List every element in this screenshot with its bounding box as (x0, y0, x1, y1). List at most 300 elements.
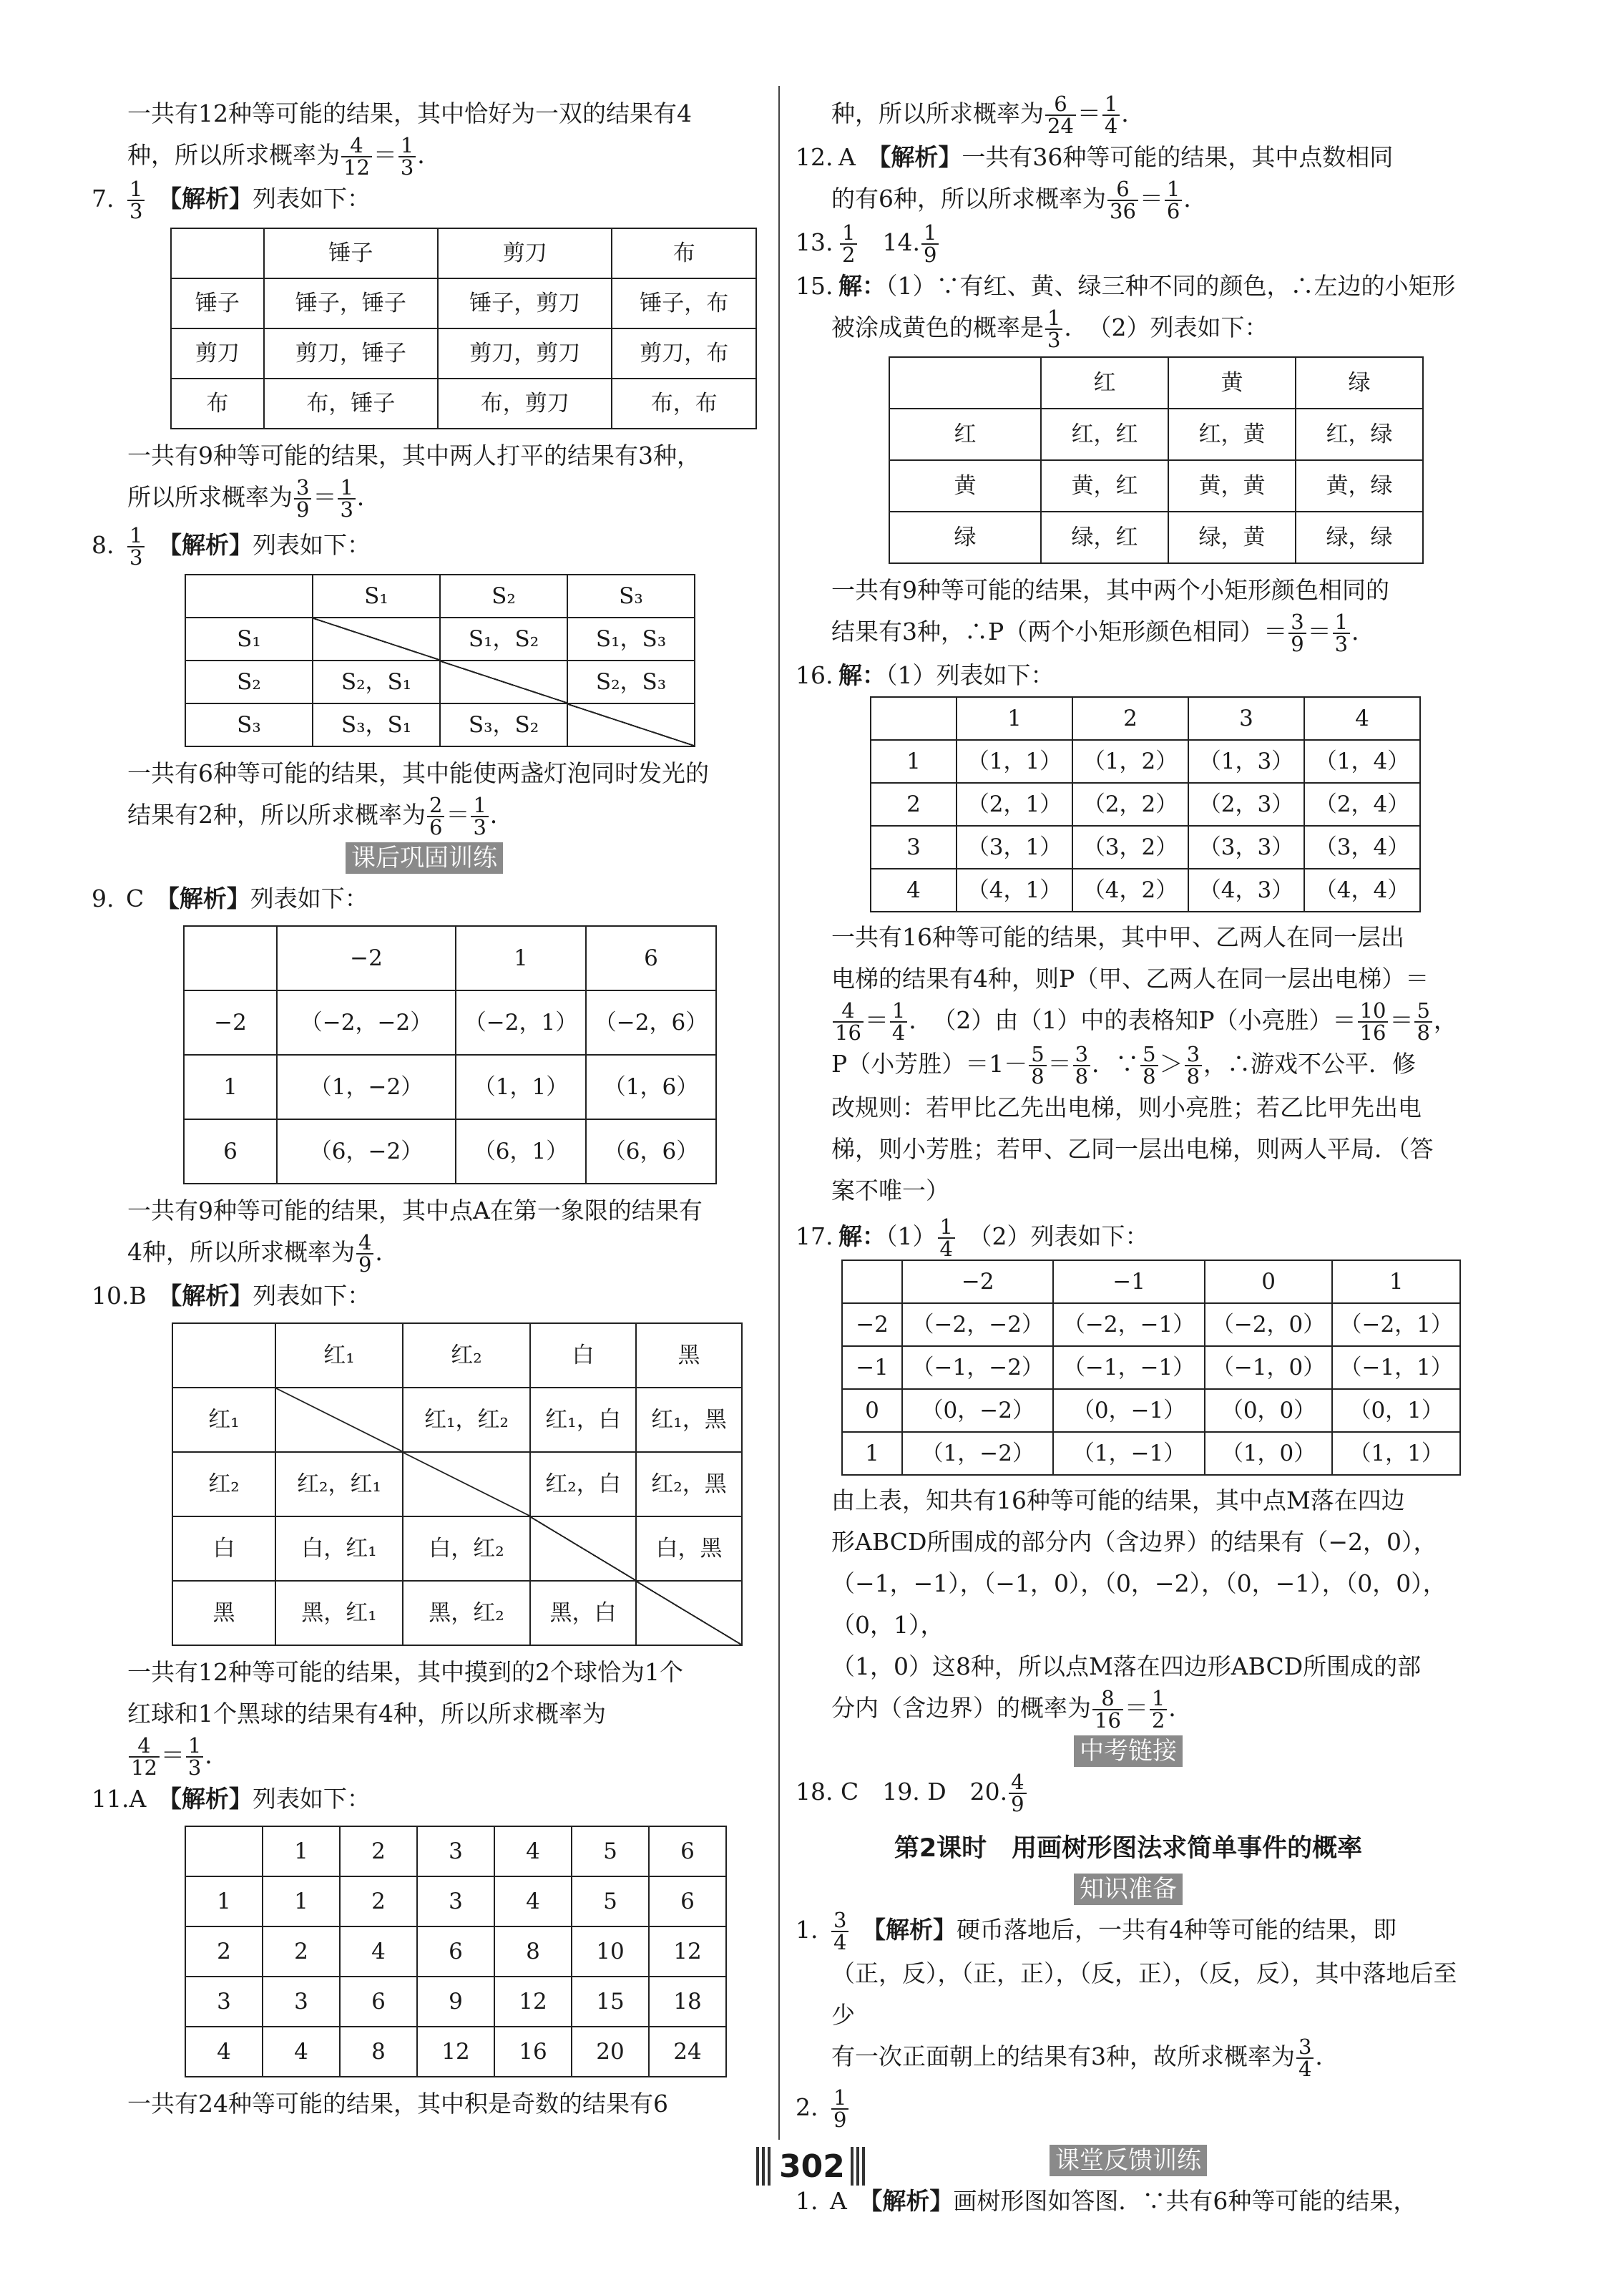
question-number: 14. (882, 228, 920, 256)
table-cell: S₃，S₂ (440, 703, 567, 746)
table-cell (871, 697, 957, 740)
explanation: 所以所求概率为 $\frac{3}{9}$ ＝ $\frac{1}{3}$ ． (127, 475, 381, 522)
question-number: 17. (796, 1222, 833, 1250)
table-cell: （2，1） (957, 783, 1072, 826)
fraction: $\frac{4}{12}$ (129, 1735, 160, 1778)
table-cell: （1，1） (957, 740, 1072, 783)
fraction: $\frac{1}{3}$ (1333, 612, 1350, 655)
fraction: $\frac{1}{3}$ (471, 795, 488, 838)
table-cell: （1，2） (1072, 740, 1188, 783)
table-cell: （−2，1） (1332, 1303, 1460, 1346)
fraction: $\frac{5}{8}$ (1140, 1044, 1158, 1087)
question-number: 1. (796, 1916, 818, 1944)
table-cell: 剪刀，布 (612, 328, 756, 379)
table-cell: 4 (871, 869, 957, 912)
question-number: 9. (92, 885, 114, 912)
table-cell: 黑，红₁ (275, 1581, 403, 1645)
analysis-label: 【解析】 (874, 1916, 957, 1944)
page-number-decoration-right (851, 2147, 868, 2186)
explanation: （正，反），（正，正），（反，正），（反，反），其中落地后至少 (831, 1959, 1457, 2029)
fraction: $\frac{1}{4}$ (890, 1000, 907, 1043)
table-cell (185, 575, 313, 618)
table-cell: （0，1） (1332, 1389, 1460, 1432)
table-cell (842, 1260, 902, 1303)
table-q11 (185, 1826, 727, 2077)
table-cell: 黄 (1168, 357, 1296, 409)
explanation: 结果有3种，∴P（两个小矩形颜色相同）＝ $\frac{3}{9}$ ＝ $\frac{1}{3}$ ． (831, 610, 1376, 656)
table-cell: 红₂ (172, 1452, 275, 1516)
explanation: 一共有9种等可能的结果，其中点A在第一象限的结果有 (127, 1197, 703, 1224)
explanation: 梯，则小芳胜；若甲、乙同一层出电梯，则两人平局．（答 (831, 1135, 1434, 1163)
table-cell: （4，1） (957, 869, 1072, 912)
table-cell: 布，剪刀 (438, 379, 612, 429)
question-7 (92, 178, 757, 222)
fraction: $\frac{1}{3}$ (1045, 308, 1062, 351)
question-13-14 (796, 222, 1461, 265)
explanation: 结果有2种，所以所求概率为 $\frac{2}{6}$ ＝ $\frac{1}{3}$ ． (127, 793, 514, 839)
table-cell: S₃，S₁ (313, 703, 440, 746)
table-cell: （6，1） (456, 1119, 586, 1184)
table-cell: （−1，1） (1332, 1346, 1460, 1389)
table-cell: 1 (263, 1876, 340, 1926)
analysis-label: 【解析】 (170, 1785, 253, 1813)
table-cell: 剪刀 (171, 328, 264, 379)
section-heading-class-feedback: 课堂反馈训练 (1050, 2145, 1207, 2176)
table-cell: 黑 (172, 1581, 275, 1645)
table-cell: 红 (889, 409, 1041, 460)
table-cell: 红₁，红₂ (403, 1388, 530, 1452)
table-cell: 白，红₂ (403, 1516, 530, 1581)
table-cell: 红，绿 (1296, 409, 1423, 460)
analysis-label: 【解析】 (879, 143, 962, 171)
answer: A (830, 2187, 847, 2215)
table-cell: （1，0） (1205, 1432, 1333, 1475)
table-cell: 1 (185, 1876, 263, 1926)
explanation: （−1，−1），（−1，0），（0，−2），（0，−1），（0，0），（0，1）， (831, 1569, 1447, 1639)
table-cell (172, 1323, 275, 1388)
table-cell: 6 (417, 1926, 494, 1977)
table-cell: 5 (572, 1876, 649, 1926)
table-cell: 24 (649, 2027, 726, 2077)
table-cell: （−1，0） (1205, 1346, 1333, 1389)
diagonal-cell (403, 1452, 530, 1516)
table-cell: 黑，白 (530, 1581, 636, 1645)
table-cell: 4 (185, 2027, 263, 2077)
table-cell: 绿，红 (1041, 512, 1168, 563)
question-number: 7. (92, 185, 114, 213)
table-cell: 布，布 (612, 379, 756, 429)
explanation: $\frac{4}{16}$ ＝ $\frac{1}{4}$ ． （2）由（1）中的表格知P（小亮胜）＝ $\frac{10}{16}$ ＝ $\frac{5}{8}$ ， (796, 1000, 1461, 1043)
question-number: 2. (796, 2093, 818, 2121)
answer: A (129, 1785, 147, 1813)
section-heading-preparation: 知识准备 (1074, 1874, 1183, 1905)
table-cell: （1，−1） (1053, 1432, 1204, 1475)
fraction: $\frac{1}{2}$ (1150, 1688, 1167, 1731)
fraction: $\frac{5}{8}$ (1414, 1000, 1432, 1043)
explanation: 4种，所以所求概率为 $\frac{4}{9}$ ． (127, 1230, 399, 1277)
table-q7 (170, 228, 757, 429)
table-cell: 红，红 (1041, 409, 1168, 460)
table-cell: 锤子 (264, 228, 438, 278)
table-cell: 红₁ (172, 1388, 275, 1452)
question-10: 10.B 【解析】列表如下： (92, 1275, 757, 1317)
table-cell: 3 (1188, 697, 1304, 740)
explanation: 形ABCD所围成的部分内（含边界）的结果有（−2，0）， (831, 1528, 1437, 1556)
table-cell: −1 (1053, 1260, 1204, 1303)
analysis-label: 【解析】 (170, 531, 253, 559)
lesson-title: 第2课时 用画树形图法求简单事件的概率 (894, 1834, 1363, 1863)
diagonal-cell (275, 1388, 403, 1452)
table-cell: 2 (263, 1926, 340, 1977)
table-q17 (841, 1260, 1461, 1476)
table-cell: 18 (649, 1977, 726, 2027)
table-cell: 3 (263, 1977, 340, 2027)
table-cell: 锤子，锤子 (264, 278, 438, 328)
explanation: $\frac{4}{12}$ ＝ $\frac{1}{3}$ ． (92, 1735, 757, 1778)
table-cell: 9 (417, 1977, 494, 2027)
table-cell: 6 (649, 1876, 726, 1926)
question-number: 10. (92, 1282, 129, 1310)
answer-fraction: $\frac{1}{3}$ (127, 525, 145, 568)
analysis-label: 【解析】 (170, 185, 253, 213)
table-cell: 5 (572, 1826, 649, 1876)
question-15: 15. 解：（1）∵有红、黄、绿三种不同的颜色，∴左边的小矩形 (796, 265, 1461, 307)
answer-fraction: $\frac{1}{2}$ (840, 223, 857, 265)
answer-fraction: $\frac{4}{9}$ (1009, 1772, 1026, 1815)
table-cell: 绿，黄 (1168, 512, 1296, 563)
fraction: $\frac{4}{16}$ (833, 1000, 864, 1043)
fraction: $\frac{1}{4}$ (1102, 94, 1120, 137)
explanation: 分内（含边界）的概率为 $\frac{8}{16}$ ＝ $\frac{1}{2}$ ． (831, 1686, 1193, 1733)
column-divider (778, 86, 780, 2140)
table-cell: 1 (871, 740, 957, 783)
answer-fraction: $\frac{1}{4}$ (938, 1217, 955, 1260)
explanation: 的有6种，所以所求概率为 $\frac{6}{36}$ ＝ $\frac{1}{6}$ ． (831, 177, 1208, 223)
table-cell: 1 (456, 926, 586, 990)
table-cell: （3，4） (1304, 826, 1420, 869)
fraction: $\frac{8}{16}$ (1092, 1688, 1123, 1731)
table-cell (184, 926, 277, 990)
page-number (744, 2147, 880, 2197)
explanation: 一共有9种等可能的结果，其中两个小矩形颜色相同的 (831, 576, 1389, 604)
table-cell: 红₂，黑 (636, 1452, 742, 1516)
table-cell: 红₁ (275, 1323, 403, 1388)
table-cell: S₁ (185, 618, 313, 661)
answer-fraction: $\frac{1}{9}$ (921, 223, 939, 265)
section-heading-after-class: 课后巩固训练 (346, 842, 503, 874)
table-cell: 1 (957, 697, 1072, 740)
question-number: 13. (796, 228, 833, 256)
table-cell: 黄，黄 (1168, 460, 1296, 512)
table-cell: （6，−2） (277, 1119, 456, 1184)
table-cell: （3，2） (1072, 826, 1188, 869)
explanation: 有一次正面朝上的结果有3种，故所求概率为 $\frac{3}{4}$ ． (831, 2035, 1339, 2081)
table-cell: （1，−2） (277, 1055, 456, 1119)
fraction: $\frac{3}{9}$ (1288, 612, 1306, 655)
text: 种，所以所求概率为 (127, 141, 340, 169)
table-cell: （−2，1） (456, 990, 586, 1055)
explanation: 一共有16种等可能的结果，其中甲、乙两人在同一层出 (831, 923, 1404, 951)
explanation: 红球和1个黑球的结果有4种，所以所求概率为 (127, 1700, 606, 1728)
analysis-label: 【解析】 (167, 885, 250, 912)
answer: A (838, 143, 856, 171)
table-cell: 剪刀 (438, 228, 612, 278)
table-cell: （6，6） (586, 1119, 716, 1184)
table-cell: （−2，−1） (1053, 1303, 1204, 1346)
table-cell: 3 (185, 1977, 263, 2027)
table-cell: 锤子，剪刀 (438, 278, 612, 328)
fraction: $\frac{6}{24}$ (1045, 94, 1076, 137)
answer-fraction: $\frac{1}{3}$ (127, 179, 145, 222)
fraction: $\frac{1}{3}$ (398, 135, 416, 178)
questions-18-20: 18. C 19. D 20. $\frac{4}{9}$ (796, 1771, 1461, 1815)
table-cell: 1 (842, 1432, 902, 1475)
table-cell: −2 (842, 1303, 902, 1346)
continuation-line: 种，所以所求概率为 $\frac{4}{12}$ ＝ $\frac{1}{3}$ ． (127, 133, 441, 180)
table-cell: −2 (184, 990, 277, 1055)
continuation-line: 种，所以所求概率为 $\frac{6}{24}$ ＝ $\frac{1}{4}$ ． (831, 92, 1145, 138)
analysis-label: 【解析】 (170, 1282, 253, 1310)
table-cell: S₂ (440, 575, 567, 618)
table-cell: （−1，−1） (1053, 1346, 1204, 1389)
table-cell: 12 (417, 2027, 494, 2077)
table-cell: （1，3） (1188, 740, 1304, 783)
text: 列表如下： (252, 185, 371, 213)
fraction: $\frac{10}{16}$ (1358, 1000, 1389, 1043)
explanation: 由上表，知共有16种等可能的结果，其中点M落在四边 (831, 1486, 1405, 1514)
table-cell: S₂，S₃ (567, 661, 695, 703)
fraction: $\frac{6}{36}$ (1107, 179, 1138, 222)
fraction: $\frac{5}{8}$ (1029, 1044, 1046, 1087)
analysis-label: 【解析】 (870, 2187, 954, 2215)
table-cell: （3，1） (957, 826, 1072, 869)
table-cell (171, 228, 264, 278)
question-12: 12. A 【解析】一共有36种等可能的结果，其中点数相同 (796, 137, 1461, 178)
table-cell: 6 (649, 1826, 726, 1876)
table-cell: 15 (572, 1977, 649, 2027)
prep-question-2 (796, 2087, 1461, 2130)
table-cell: 红₁，白 (530, 1388, 636, 1452)
question-number: 1. (796, 2187, 818, 2215)
fraction: $\frac{3}{9}$ (294, 477, 311, 520)
table-cell: 0 (1205, 1260, 1333, 1303)
table-cell: 黑，红₂ (403, 1581, 530, 1645)
explanation: 一共有24种等可能的结果，其中积是奇数的结果有6 (127, 2090, 668, 2118)
table-cell: 8 (340, 2027, 417, 2077)
table-cell: （1，6） (586, 1055, 716, 1119)
table-cell: S₁ (313, 575, 440, 618)
prep-question-1: 1. $\frac{3}{4}$ 【解析】硬币落地后，一共有4种等可能的结果，即 (796, 1908, 1396, 1954)
table-cell: （−2，−2） (277, 990, 456, 1055)
table-cell: 锤子 (171, 278, 264, 328)
table-cell: 4 (494, 1826, 572, 1876)
question-8: 8. $\frac{1}{3}$ 【解析】列表如下： (92, 523, 371, 570)
section-heading-exam-link: 中考链接 (1074, 1735, 1183, 1767)
explanation: 改规则：若甲比乙先出电梯，则小亮胜；若乙比甲先出电 (831, 1093, 1422, 1121)
table-cell: 3 (417, 1826, 494, 1876)
table-cell: 布 (171, 379, 264, 429)
table-cell: −2 (277, 926, 456, 990)
table-cell: （2，2） (1072, 783, 1188, 826)
table-cell: 黑 (636, 1323, 742, 1388)
table-cell: S₃ (185, 703, 313, 746)
table-cell: 2 (340, 1876, 417, 1926)
table-cell: （3，3） (1188, 826, 1304, 869)
table-cell: 红₂，白 (530, 1452, 636, 1516)
feedback-question-1: 1. A 【解析】画树形图如答图．∵共有6种等可能的结果， (796, 2181, 1461, 2222)
fraction: $\frac{1}{6}$ (1165, 179, 1182, 222)
question-17: 17. 解：（1） $\frac{1}{4}$ （2）列表如下： (796, 1214, 1149, 1261)
table-cell: （4，2） (1072, 869, 1188, 912)
table-cell: 3 (417, 1876, 494, 1926)
diagonal-cell (313, 618, 440, 661)
table-cell: −1 (842, 1346, 902, 1389)
answer: C (126, 885, 145, 912)
table-cell: 4 (494, 1876, 572, 1926)
table-cell: 6 (340, 1977, 417, 2027)
table-cell: 20 (572, 2027, 649, 2077)
table-cell: （4，4） (1304, 869, 1420, 912)
diagonal-cell (440, 661, 567, 703)
table-cell: 2 (871, 783, 957, 826)
table-cell: （−2，6） (586, 990, 716, 1055)
table-cell: 剪刀，剪刀 (438, 328, 612, 379)
table-cell: 黄 (889, 460, 1041, 512)
table-q9 (183, 925, 717, 1184)
fraction: $\frac{1}{3}$ (338, 477, 355, 520)
explanation: 电梯的结果有4种，则P（甲、乙两人在同一层出电梯）＝ (831, 965, 1429, 993)
table-cell: S₃ (567, 575, 695, 618)
table-cell: 布 (612, 228, 756, 278)
table-cell: （2，3） (1188, 783, 1304, 826)
right-column (796, 93, 1461, 2222)
fraction: $\frac{3}{4}$ (1296, 2037, 1314, 2080)
table-cell: 白，红₁ (275, 1516, 403, 1581)
table-cell: 红 (1041, 357, 1168, 409)
table-cell: 8 (494, 1926, 572, 1977)
table-cell: （1，1） (456, 1055, 586, 1119)
left-column (92, 93, 757, 2125)
table-cell: 白 (530, 1323, 636, 1388)
table-cell: S₁，S₃ (567, 618, 695, 661)
answer-fraction: $\frac{3}{4}$ (831, 1910, 848, 1953)
table-cell: 6 (586, 926, 716, 990)
table-cell (185, 1826, 263, 1876)
table-cell: 绿 (889, 512, 1041, 563)
table-cell: （0，−1） (1053, 1389, 1204, 1432)
table-cell: 布，锤子 (264, 379, 438, 429)
explanation: 一共有6种等可能的结果，其中能使两盏灯泡同时发光的 (127, 759, 709, 787)
table-cell: 1 (263, 1826, 340, 1876)
table-cell: 4 (1304, 697, 1420, 740)
explanation: （1，0）这8种，所以点M落在四边形ABCD所围成的部 (831, 1652, 1422, 1680)
table-cell: （1，−2） (902, 1432, 1053, 1475)
explanation: 被涂成黄色的概率是 $\frac{1}{3}$ ． （2）列表如下： (831, 306, 1268, 352)
question-number: 8. (92, 531, 114, 559)
question-9: 9. C 【解析】列表如下： (92, 878, 757, 920)
table-q10 (172, 1322, 743, 1646)
table-cell: 红₂ (403, 1323, 530, 1388)
table-cell: 红₁，黑 (636, 1388, 742, 1452)
table-cell: 16 (494, 2027, 572, 2077)
table-cell: 黄，绿 (1296, 460, 1423, 512)
table-cell: 3 (871, 826, 957, 869)
question-11: 11.A 【解析】列表如下： (92, 1778, 757, 1820)
table-cell (889, 357, 1041, 409)
table-cell: 黄，红 (1041, 460, 1168, 512)
table-cell: 2 (185, 1926, 263, 1977)
table-cell: 10 (572, 1926, 649, 1977)
table-cell: 红₂，红₁ (275, 1452, 403, 1516)
table-cell: （4，3） (1188, 869, 1304, 912)
table-cell: （2，4） (1304, 783, 1420, 826)
table-cell: 6 (184, 1119, 277, 1184)
question-number: 16. (796, 661, 833, 689)
table-cell: S₂ (185, 661, 313, 703)
continuation-line: 一共有12种等可能的结果，其中恰好为一双的结果有4 (127, 99, 692, 127)
question-number: 12. (796, 143, 833, 171)
table-cell: （1，4） (1304, 740, 1420, 783)
table-cell: 白，黑 (636, 1516, 742, 1581)
table-cell: （−2，−2） (902, 1303, 1053, 1346)
answer: B (129, 1282, 147, 1310)
table-q15 (889, 356, 1424, 564)
page-number-decoration-left (756, 2147, 773, 2186)
table-cell: 1 (1332, 1260, 1460, 1303)
fraction: $\frac{1}{3}$ (186, 1735, 203, 1778)
fraction: $\frac{3}{8}$ (1073, 1044, 1090, 1087)
answer-fraction: $\frac{1}{9}$ (831, 2087, 848, 2130)
table-cell: （−2，0） (1205, 1303, 1333, 1346)
diagonal-cell (636, 1581, 742, 1645)
table-cell: 白 (172, 1516, 275, 1581)
table-cell: （0，−2） (902, 1389, 1053, 1432)
question-number: 15. (796, 272, 833, 300)
table-cell: （1，1） (1332, 1432, 1460, 1475)
table-cell: S₂，S₁ (313, 661, 440, 703)
table-cell: 4 (340, 1926, 417, 1977)
table-cell: 4 (263, 2027, 340, 2077)
table-cell: 绿 (1296, 357, 1423, 409)
page-number-value: 302 (779, 2148, 845, 2185)
table-cell: 0 (842, 1389, 902, 1432)
fraction: $\frac{4}{12}$ (341, 135, 372, 178)
table-cell: 12 (649, 1926, 726, 1977)
fraction: $\frac{2}{6}$ (427, 795, 444, 838)
table-cell: 红，黄 (1168, 409, 1296, 460)
table-cell: −2 (902, 1260, 1053, 1303)
table-cell: 绿，绿 (1296, 512, 1423, 563)
table-cell: 12 (494, 1977, 572, 2027)
fraction: $\frac{3}{8}$ (1185, 1044, 1202, 1087)
explanation: P（小芳胜）＝1－ $\frac{5}{8}$ ＝ $\frac{3}{8}$ ．∵ $\frac{5}{8}$ ＞ $\frac{3}{8}$ ，∴游戏不公平．修 (831, 1042, 1417, 1088)
question-16: 16. 解：（1）列表如下： (796, 655, 1461, 696)
diagonal-cell (567, 703, 695, 746)
table-cell: （0，0） (1205, 1389, 1333, 1432)
table-cell: S₁，S₂ (440, 618, 567, 661)
table-cell: 2 (340, 1826, 417, 1876)
diagonal-cell (530, 1516, 636, 1581)
explanation: 案不唯一） (831, 1176, 949, 1204)
question-number: 11. (92, 1785, 129, 1813)
fraction: $\frac{4}{9}$ (356, 1232, 373, 1275)
table-cell: 2 (1072, 697, 1188, 740)
table-q16 (870, 696, 1421, 912)
explanation: 一共有12种等可能的结果，其中摸到的2个球恰为1个 (127, 1658, 683, 1686)
table-cell: 锤子，布 (612, 278, 756, 328)
table-cell: （−1，−2） (902, 1346, 1053, 1389)
explanation: 一共有9种等可能的结果，其中两人打平的结果有3种， (127, 442, 700, 469)
